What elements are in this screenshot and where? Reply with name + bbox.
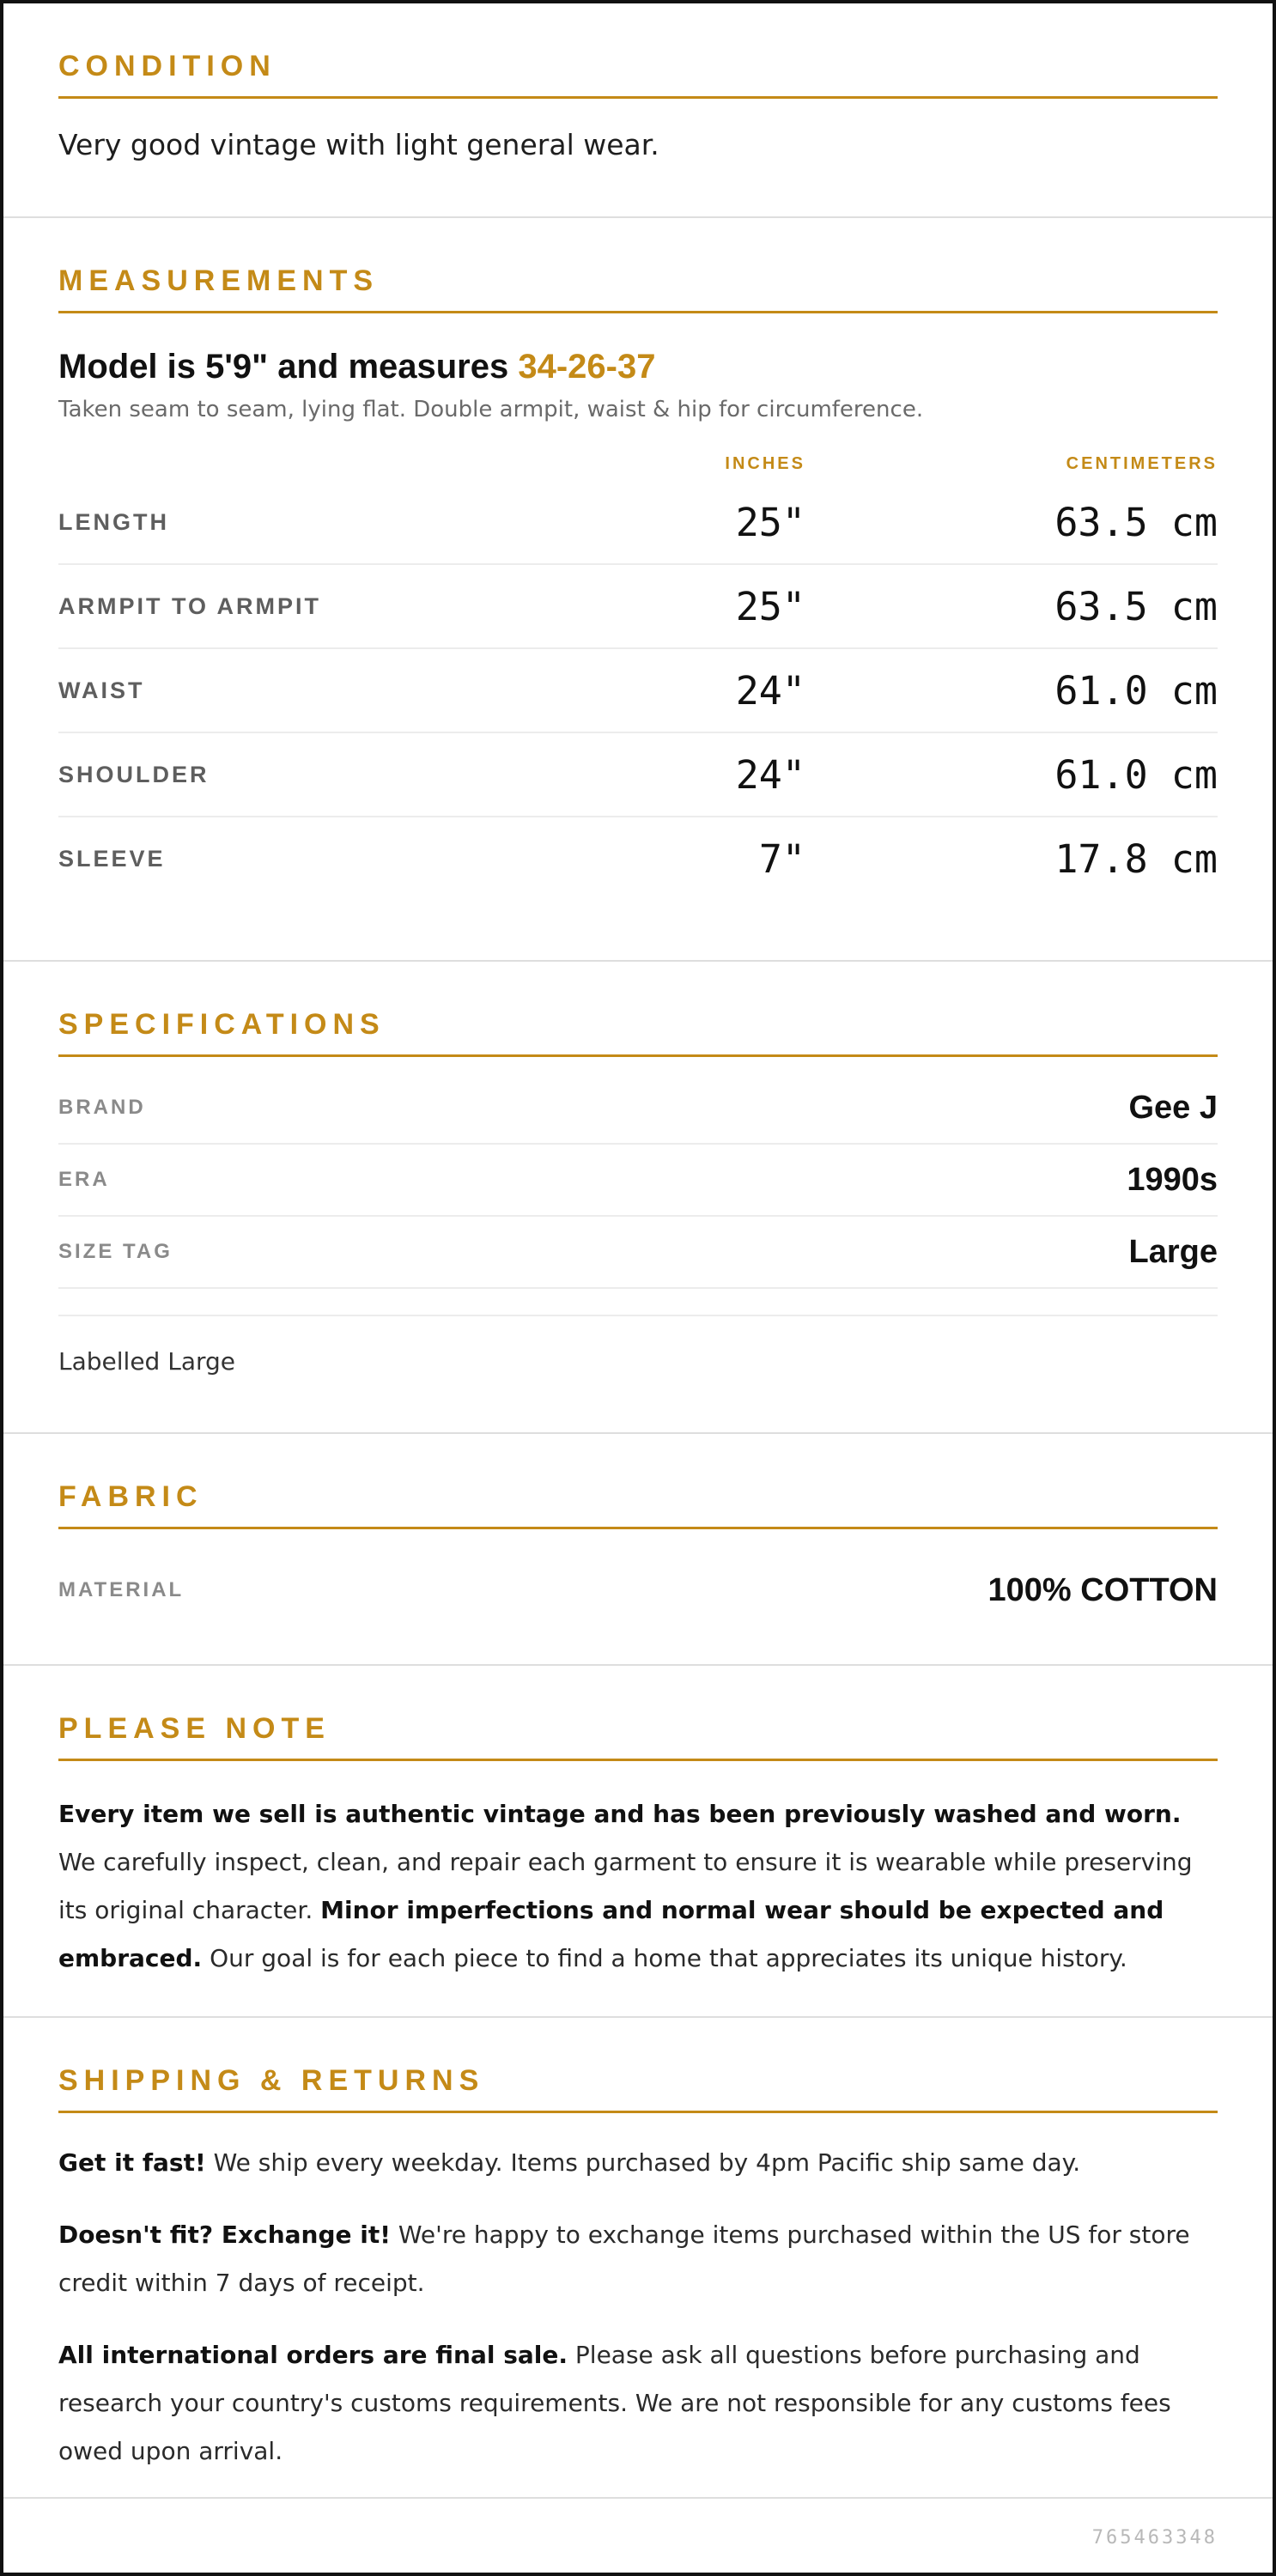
shipping-bold-3: All international orders are final sale.: [58, 2341, 568, 2369]
spec-row-brand: [58, 1072, 1218, 1145]
measurement-inches: 24": [735, 751, 805, 798]
specifications-list: [58, 1072, 1218, 1289]
note-bold-2: Minor imperfections and normal wear should be expected and embraced.: [58, 1896, 1164, 1972]
shipping-bold-1: Get it fast!: [58, 2148, 206, 2177]
shipping-returns-section: [3, 2018, 1273, 2499]
shipping-text-3: Please ask all questions before purchasing and research your country's customs requirements. We are not responsible for any customs fees owed upon arrival.: [58, 2341, 1171, 2465]
please-note-paragraph: [58, 1790, 1218, 1983]
sku-number: 765463348: [1091, 2526, 1218, 2549]
measurement-cm: 63.5 cm: [1054, 499, 1218, 545]
model-info: [58, 348, 1218, 386]
spec-label: BRAND: [58, 1096, 146, 1119]
model-stats: 34-26-37: [518, 348, 656, 386]
spec-label: ERA: [58, 1168, 110, 1191]
measurements-header-row: [58, 447, 1218, 481]
measurement-label: SLEEVE: [58, 845, 166, 872]
measurement-method-note: Taken seam to seam, lying flat. Double armpit, waist & hip for circumference.: [58, 397, 924, 422]
model-prefix: Model is 5'9" and measures: [58, 348, 519, 386]
specifications-heading: SPECIFICATIONS: [58, 1010, 1218, 1057]
specifications-section: [3, 962, 1273, 1434]
footer: [3, 2499, 1273, 2576]
measurements-section: [3, 218, 1273, 962]
measurement-row-shoulder: [58, 733, 1218, 817]
centimeters-column-header: CENTIMETERS: [1066, 453, 1218, 473]
shipping-paragraph-2: [58, 2211, 1218, 2307]
measurement-inches: 25": [735, 499, 805, 545]
note-text-2: Our goal is for each piece to find a home that appreciates its unique history.: [202, 1944, 1127, 1972]
inches-column-header: INCHES: [725, 453, 805, 473]
measurement-row-length: [58, 481, 1218, 565]
spec-value: 1990s: [1127, 1161, 1218, 1198]
measurement-cm: 17.8 cm: [1054, 835, 1218, 882]
please-note-heading: PLEASE NOTE: [58, 1714, 1218, 1761]
shipping-text-1: We ship every weekday. Items purchased by 4pm Pacific ship same day.: [205, 2148, 1081, 2177]
measurement-inches: 25": [735, 583, 805, 629]
shipping-text-2: We're happy to exchange items purchased within the US for store credit within 7 days of receipt.: [58, 2221, 1190, 2297]
condition-heading: CONDITION: [58, 52, 1218, 99]
measurement-cm: 63.5 cm: [1054, 583, 1218, 629]
fabric-heading: FABRIC: [58, 1482, 1218, 1529]
condition-section: [3, 3, 1273, 218]
please-note-section: [3, 1666, 1273, 2018]
shipping-paragraph-3: [58, 2331, 1218, 2476]
spec-row-material: [58, 1555, 1218, 1625]
measurement-cm: 61.0 cm: [1054, 667, 1218, 714]
measurements-table: [58, 447, 1218, 900]
measurement-label: ARMPIT TO ARMPIT: [58, 592, 321, 619]
spec-value: Large: [1128, 1233, 1218, 1270]
measurement-label: SHOULDER: [58, 761, 210, 787]
note-bold-1: Every item we sell is authentic vintage and has been previously washed and worn.: [58, 1800, 1182, 1828]
size-note: Labelled Large: [58, 1315, 1218, 1376]
measurement-inches: 7": [758, 835, 805, 882]
spec-row-size-tag: [58, 1217, 1218, 1289]
measurement-label: WAIST: [58, 677, 145, 703]
measurement-row-waist: [58, 649, 1218, 733]
measurement-row-sleeve: [58, 817, 1218, 900]
fabric-section: [3, 1434, 1273, 1666]
shipping-heading: SHIPPING & RETURNS: [58, 2066, 1218, 2113]
measurements-heading: MEASUREMENTS: [58, 266, 1218, 313]
measurement-label: LENGTH: [58, 508, 169, 535]
spec-row-era: [58, 1145, 1218, 1217]
shipping-bold-2: Doesn't fit? Exchange it!: [58, 2221, 391, 2249]
measurement-cm: 61.0 cm: [1054, 751, 1218, 798]
note-text-1: We carefully inspect, clean, and repair each garment to ensure it is wearable while preserving its original character.: [58, 1848, 1193, 1924]
spec-label: MATERIAL: [58, 1578, 185, 1601]
shipping-paragraph-1: [58, 2139, 1218, 2187]
spec-value: Gee J: [1128, 1089, 1218, 1126]
spec-label: SIZE TAG: [58, 1240, 173, 1263]
spec-value: 100% COTTON: [987, 1571, 1218, 1608]
measurement-row-armpit: [58, 565, 1218, 649]
measurement-inches: 24": [735, 667, 805, 714]
condition-text: Very good vintage with light general wear.: [58, 128, 659, 161]
